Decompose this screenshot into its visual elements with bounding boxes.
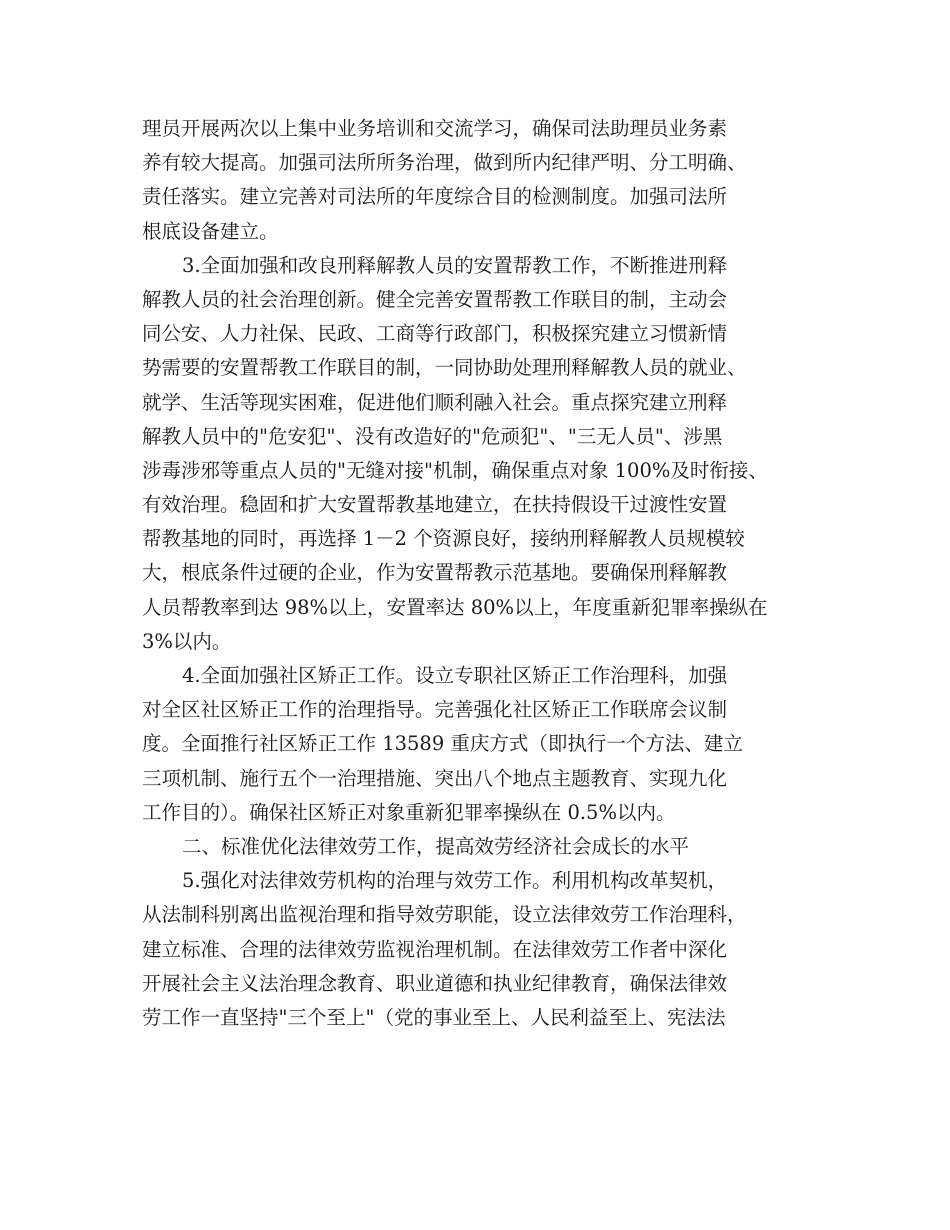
text-line: 建立标准、合理的法律效劳监视治理机制。在法律效劳工作者中深化 xyxy=(142,937,728,961)
text-line: 从法制科别离出监视治理和指导效劳职能，设立法律效劳工作治理科， xyxy=(142,903,747,927)
paragraph-first-line: 4.全面加强社区矫正工作。设立专职社区矫正工作治理科，加强 xyxy=(182,664,728,687)
text-line: 养有较大提高。加强司法所所务治理，做到所内纪律严明、分工明确、 xyxy=(142,151,747,175)
text-line: 三项机制、施行五个一治理措施、突出八个地点主题教育、实现九化 xyxy=(142,766,728,790)
paragraph-first-line: 二、标准优化法律效劳工作，提高效劳经济社会成长的水平 xyxy=(182,834,690,858)
text-line: 大，根底条件过硬的企业，作为安置帮教示范基地。要确保刑释解教 xyxy=(142,561,728,585)
text-line: 解教人员中的"危安犯"、没有改造好的"危顽犯"、"三无人员"、涉黑 xyxy=(142,424,723,448)
text-line: 对全区社区矫正工作的治理指导。完善强化社区矫正工作联席会议制 xyxy=(142,698,728,722)
paragraph-first-line: 5.强化对法律效劳机构的治理与效劳工作。利用机构改革契机， xyxy=(182,869,728,893)
text-line: 根底设备建立。 xyxy=(142,219,279,243)
text-line: 理员开展两次以上集中业务培训和交流学习，确保司法助理员业务素 xyxy=(142,117,728,140)
document-body xyxy=(142,112,810,1035)
text-line: 劳工作一直坚持"三个至上"（党的事业至上、人民利益至上、宪法法 xyxy=(142,1005,726,1029)
text-line: 涉毒涉邪等重点人员的"无缝对接"机制，确保重点对象 100%及时衔接、 xyxy=(142,458,768,482)
text-line: 有效治理。稳固和扩大安置帮教基地建立，在扶持假设干过渡性安置 xyxy=(142,493,728,517)
text-line: 人员帮教率到达 98%以上，安置率达 80%以上，年度重新犯罪率操纵在 xyxy=(142,595,768,619)
text-line: 工作目的）。确保社区矫正对象重新犯罪率操纵在 0.5%以内。 xyxy=(142,800,676,824)
text-line: 3%以内。 xyxy=(142,629,232,653)
text-line: 帮教基地的同时，再选择 1－2 个资源良好，接纳刑释解教人员规模较 xyxy=(142,527,745,551)
text-line: 同公安、人力社保、民政、工商等行政部门，积极探究建立习惯新情 xyxy=(142,322,728,346)
text-line: 就学、生活等现实困难，促进他们顺利融入社会。重点探究建立刑释 xyxy=(142,390,728,414)
text-line: 度。全面推行社区矫正工作 13589 重庆方式（即执行一个方法、建立 xyxy=(142,732,743,756)
text-line: 解教人员的社会治理创新。健全完善安置帮教工作联目的制，主动会 xyxy=(142,287,728,311)
text-line: 开展社会主义法治理念教育、职业道德和执业纪律教育，确保法律效 xyxy=(142,971,728,995)
text-line: 势需要的安置帮教工作联目的制，一同协助处理刑释解教人员的就业、 xyxy=(142,356,747,380)
paragraph-first-line: 3.全面加强和改良刑释解教人员的安置帮教工作，不断推进刑释 xyxy=(182,253,728,277)
text-line: 责任落实。建立完善对司法所的年度综合目的检测制度。加强司法所 xyxy=(142,185,728,209)
